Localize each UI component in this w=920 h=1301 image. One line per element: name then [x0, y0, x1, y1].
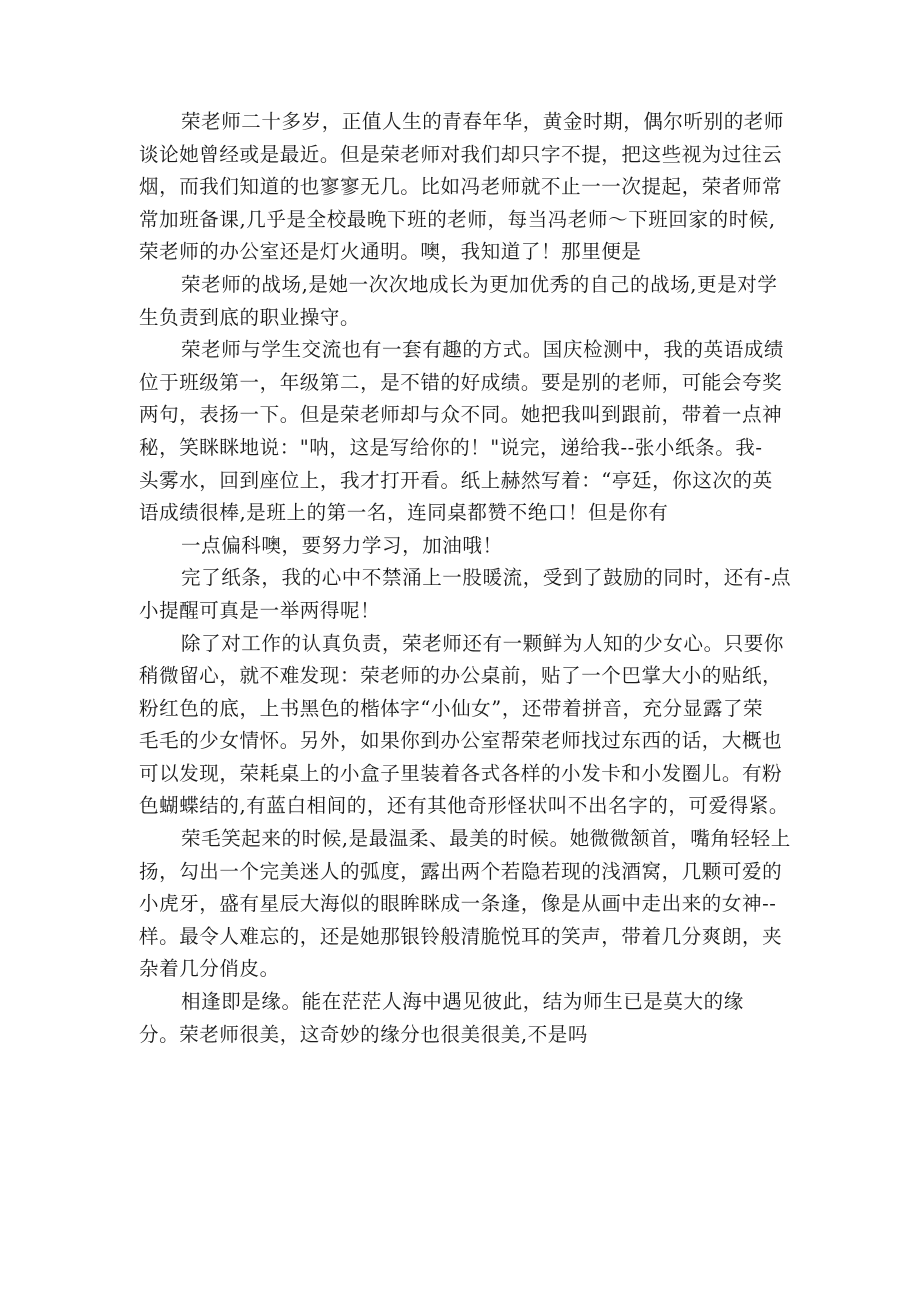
text-line: 位于班级第一，年级第二，是不错的好成绩。要是别的老师，可能会夸奖 — [139, 370, 783, 394]
text-line: 小提醒可真是一举两得呢！ — [139, 598, 381, 622]
text-line: 语成绩很棒,是班上的第一名，连同桌都赞不绝口！但是你有 — [139, 501, 669, 525]
text-line: 相逢即是缘。能在茫茫人海中遇见彼此，结为师生已是莫大的缘 — [181, 990, 744, 1014]
text-line: 荣毛笑起来的时候,是最温柔、最美的时候。她微微颔首，嘴角轻轻上 — [181, 827, 791, 851]
text-line: 荣老师与学生交流也有一套有趣的方式。国庆检测中，我的英语成绩 — [181, 338, 785, 362]
text-line: 扬，勾出一个完美迷人的弧度，露出两个若隐若现的浅酒窝，几颗可爱的 — [139, 859, 783, 883]
text-line: 烟，而我们知道的也寥寥无几。比如冯老师就不止一一次提起，荣者师常 — [139, 175, 783, 199]
text-line: 生负责到底的职业操守。 — [139, 305, 361, 329]
text-line: 毛毛的少女情怀。另外，如果你到办公室帮荣老师找过东西的话，大概也 — [139, 729, 783, 753]
text-line: 可以发现，荣耗桌上的小盒子里装着各式各样的小发卡和小发圈儿。有粉 — [139, 761, 783, 785]
text-line: 秘，笑眯眯地说："呐，这是写给你的！"说完，递给我--张小纸条。我- — [139, 435, 763, 459]
text-line: 分。荣老师很美，这奇妙的缘分也很美很美,不是吗 — [139, 1022, 588, 1046]
text-line: 荣老师的战场,是她一次次地成长为更加优秀的自己的战场,更是对学 — [181, 272, 778, 296]
text-line: 荣老师的办公室还是灯火通明。噢，我知道了！那里便是 — [139, 240, 642, 264]
text-line: 杂着几分俏皮。 — [139, 957, 280, 981]
text-line: 头雾水，回到座位上，我才打开看。纸上赫然写着：“亭廷，你这次的英 — [139, 468, 773, 492]
text-line: 小虎牙，盛有星辰大海似的眼眸眯成一条逢，像是从画中走出来的女神-- — [139, 892, 777, 916]
text-line: 常加班备课,几乎是全校最晚下班的老师，每当冯老师～下班回家的时候, — [139, 207, 776, 231]
text-line: 色蝴蝶结的,有蓝白相间的，还有其他奇形怪状叫不出名字的，可爱得紧。 — [139, 794, 789, 818]
essay-body — [139, 106, 792, 1051]
text-line: 粉红色的底，上书黑色的楷体字“小仙女”，还带着拼音，充分显露了荣 — [139, 696, 764, 720]
text-line: 样。最令人难忘的，还是她那银铃般清脆悦耳的笑声，带着几分爽朗，夹 — [139, 924, 783, 948]
text-line: 除了对工作的认真负责，荣老师还有一颗鲜为人知的少女心。只要你 — [181, 631, 785, 655]
text-line: 一点偏科噢，要努力学习，加油哦！ — [181, 533, 503, 557]
text-line: 两句，表扬一下。但是荣老师却与众不同。她把我叫到跟前，带着一点神 — [139, 403, 783, 427]
text-line: 谈论她曾经或是最近。但是荣老师对我们却只字不提，把这些视为过往云 — [139, 142, 783, 166]
text-line: 稍微留心，就不难发现：荣老师的办公桌前，贴了一个巴掌大小的贴纸， — [139, 664, 783, 688]
text-line: 荣老师二十多岁，正值人生的青春年华，黄金时期，偶尔听别的老师 — [181, 110, 785, 133]
text-line: 完了纸条，我的心中不禁涌上一股暖流，受到了鼓励的同时，还有-点 — [181, 566, 792, 590]
